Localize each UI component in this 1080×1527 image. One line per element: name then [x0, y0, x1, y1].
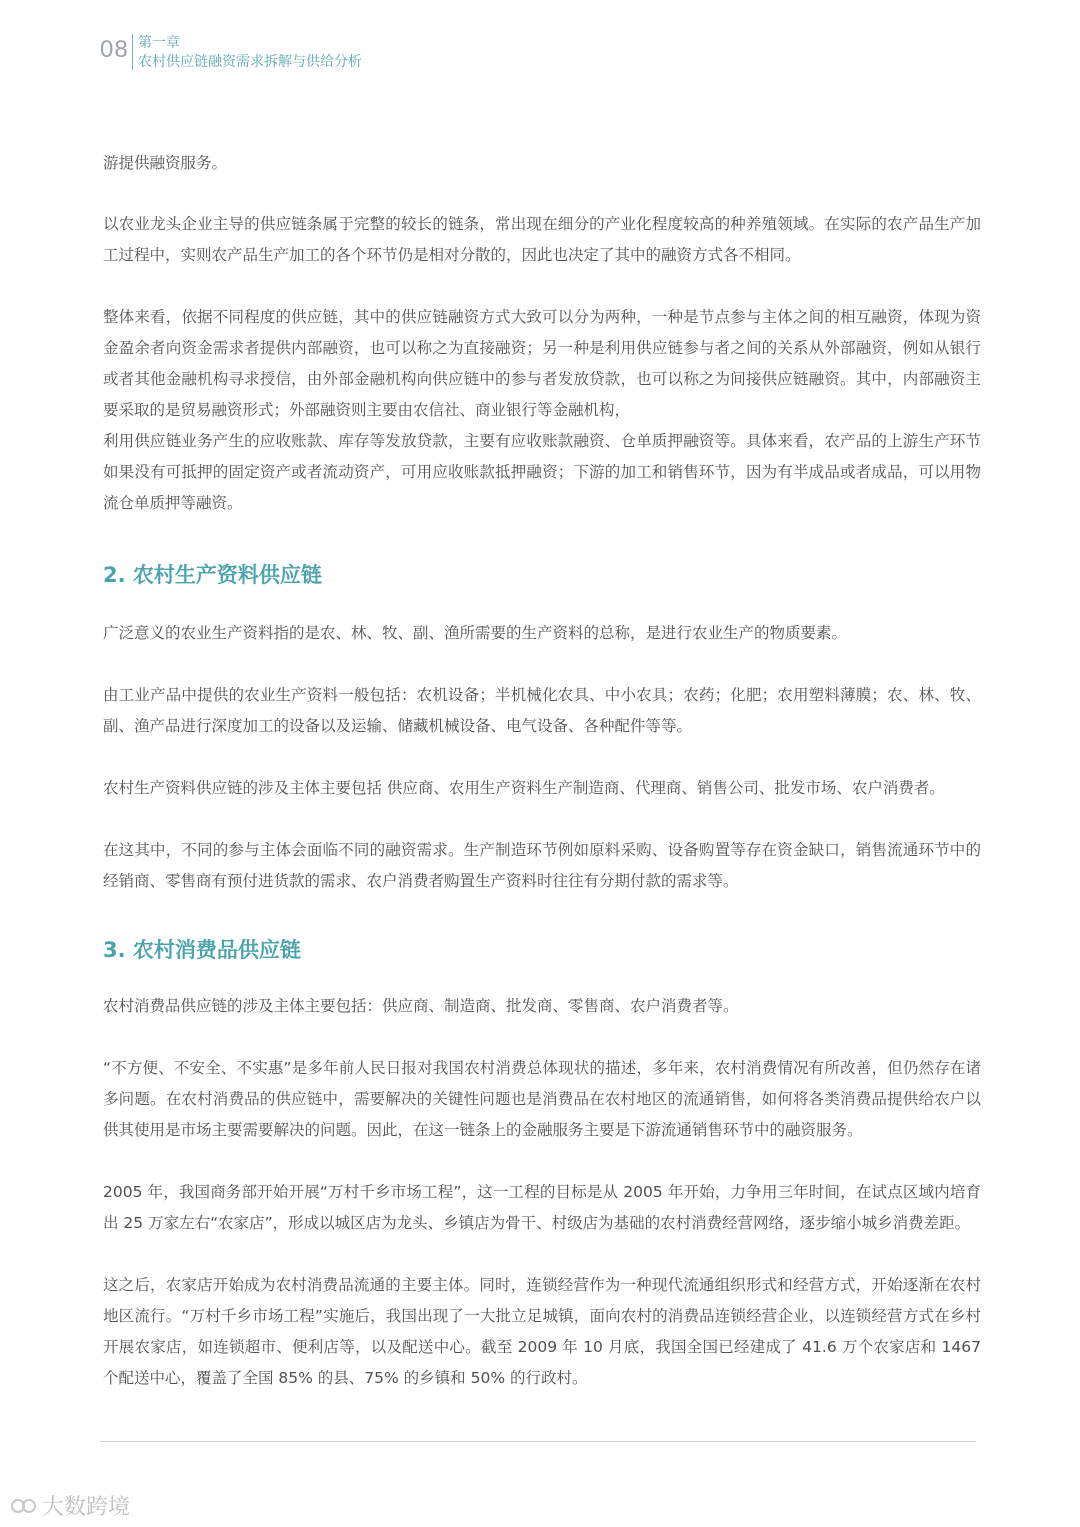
- paragraph: 利用供应链业务产生的应收账款、库存等发放贷款，主要有应收账款融资、仓单质押融资等。具体来看，农产品的上游生产环节如果没有可抵押的固定资产或者流动资产，可用应收账款抵押融资；下游的加工和销售环节，因为有半成品或者成品，可以用物流仓单质押等融资。: [103, 432, 981, 512]
- paragraph: 整体来看，依据不同程度的供应链，其中的供应链融资方式大致可以分为两种，一种是节点参与主体之间的相互融资，体现为资金盈余者向资金需求者提供内部融资，也可以称之为直接融资；另一种是利用供应链参与者之间的关系从外部融资，例如从银行或者其他金融机构寻求授信，由外部金融机构向供应链中的参与者发放贷款，也可以称之为间接供应链融资。其中，内部融资主要采取的是贸易融资形式；外部融资则主要由农信社、商业银行等金融机构，: [103, 308, 981, 419]
- watermark-text: 大数跨境: [42, 1495, 131, 1520]
- section-heading: 3. 农村消费品供应链: [103, 938, 301, 962]
- paragraph: “不方便、不安全、不实惠”是多年前人民日报对我国农村消费总体现状的描述，多年来，农村消费情况有所改善，但仍然存在诸多问题。在农村消费品的供应链中，需要解决的关键性问题也是消费品在农村地区的流通销售，如何将各类消费品提供给农户以供其使用是市场主要需要解决的问题。因此，在这一链条上的金融服务主要是下游流通销售环节中的融资服务。: [103, 1059, 981, 1139]
- paragraph: 农村消费品供应链的涉及主体主要包括：供应商、制造商、批发商、零售商、农户消费者等。: [103, 997, 739, 1015]
- footer-divider: [100, 1441, 976, 1442]
- paragraph: 在这其中，不同的参与主体会面临不同的融资需求。生产制造环节例如原料采购、设备购置等存在资金缺口，销售流通环节中的经销商、零售商有预付进货款的需求、农户消费者购置生产资料时往往有分期付款的需求等。: [103, 841, 981, 890]
- paragraph: 农村生产资料供应链的涉及主体主要包括 供应商、农用生产资料生产制造商、代理商、销售公司、批发市场、农户消费者。: [103, 779, 945, 797]
- chapter-label: 第一章: [138, 35, 180, 51]
- brand-logo-icon: [10, 1496, 38, 1516]
- paragraph: 以农业龙头企业主导的供应链条属于完整的较长的链条，常出现在细分的产业化程度较高的种养殖领域。在实际的农产品生产加工过程中，实则农产品生产加工的各个环节仍是相对分散的，因此也决定了其中的融资方式各不相同。: [103, 215, 981, 264]
- paragraph: 广泛意义的农业生产资料指的是农、林、牧、副、渔所需要的生产资料的总称，是进行农业生产的物质要素。: [103, 624, 848, 642]
- paragraph: 2005 年，我国商务部开始开展“万村千乡市场工程”，这一工程的目标是从 2005 年开始，力争用三年时间，在试点区域内培育出 25 万家左右“农家店”，形成以城区店为龙头、乡镇店为骨干、村级店为基础的农村消费经营网络，逐步缩小城乡消费差距。: [103, 1183, 981, 1232]
- document-body: [103, 148, 981, 1394]
- paragraph: 这之后，农家店开始成为农村消费品流通的主要主体。同时，连锁经营作为一种现代流通组织形式和经营方式，开始逐渐在农村地区流行。“万村千乡市场工程”实施后，我国出现了一大批立足城镇，面向农村的消费品连锁经营企业，以连锁经营方式在乡村开展农家店，如连锁超市、便利店等，以及配送中心。截至 2009 年 10 月底，我国全国已经建成了 41.6 万个农家店和 1467 个配送中心，覆盖了全国 85% 的县、75% 的乡镇和 50% 的行政村。: [103, 1276, 981, 1387]
- paragraph: 游提供融资服务。: [103, 154, 228, 172]
- watermark: [10, 1490, 130, 1521]
- paragraph: 由工业产品中提供的农业生产资料一般包括：农机设备；半机械化农具、中小农具；农药；化肥；农用塑料薄膜；农、林、牧、副、渔产品进行深度加工的设备以及运输、储藏机械设备、电气设备、各种配件等等。: [103, 686, 981, 735]
- page-number: 08: [100, 36, 129, 63]
- section-heading: 2. 农村生产资料供应链: [103, 563, 322, 587]
- header-divider: [132, 34, 133, 70]
- chapter-title: 农村供应链融资需求拆解与供给分析: [138, 54, 362, 70]
